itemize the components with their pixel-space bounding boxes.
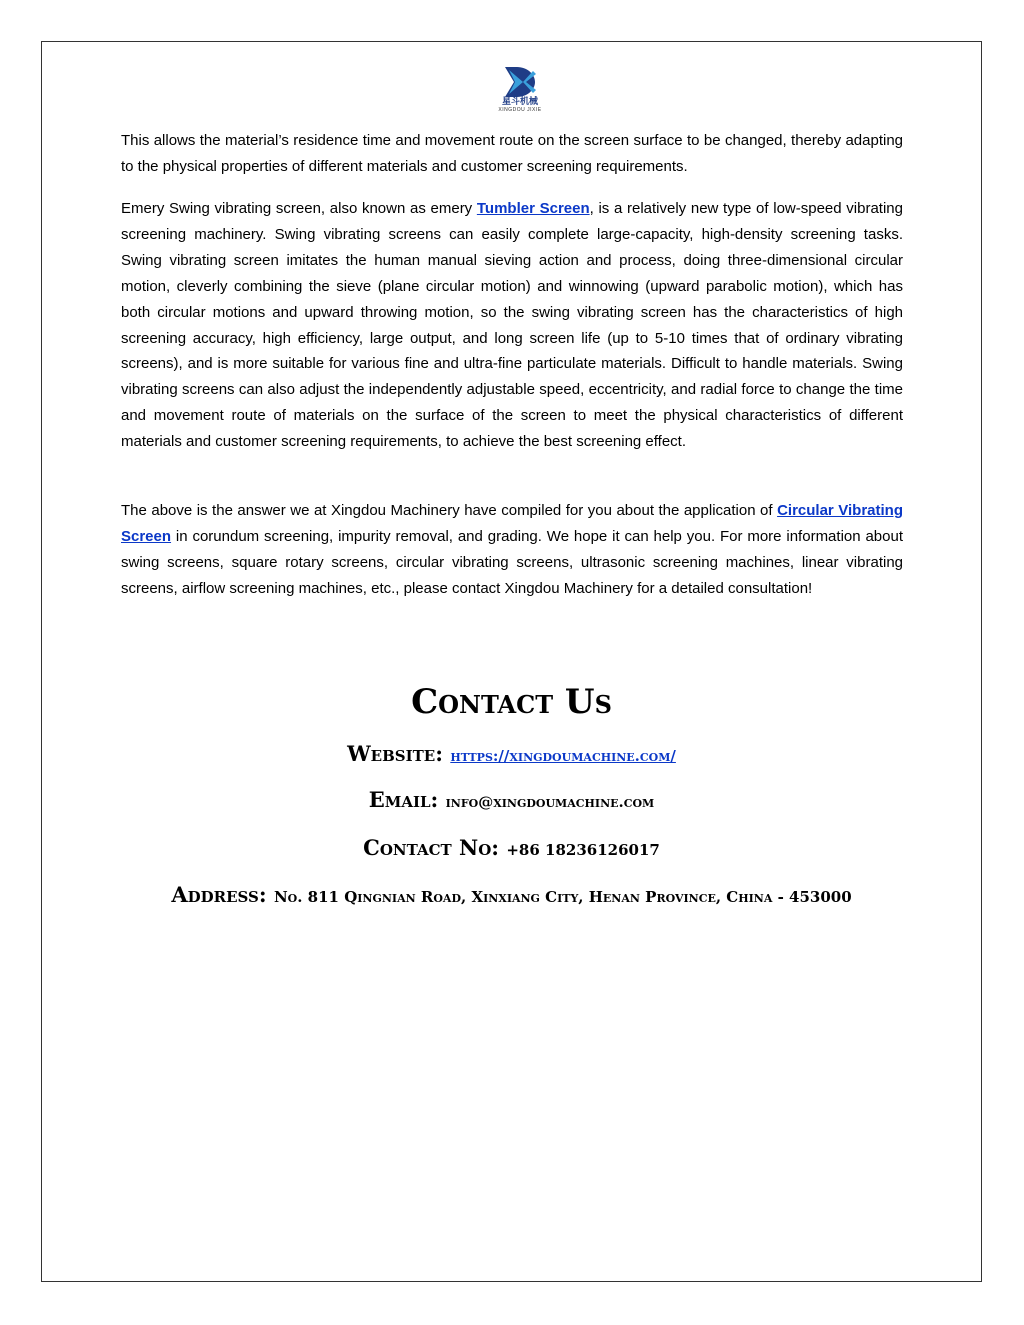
tumbler-screen-link[interactable]: Tumbler Screen: [476, 200, 590, 217]
email-label: Email:: [368, 787, 439, 812]
logo-chinese-text: 星斗机械: [501, 97, 538, 107]
address-label: Address:: [171, 882, 267, 907]
paragraph-3: [121, 498, 903, 602]
contact-address-row: [41, 882, 982, 907]
paragraph-3-intro: The above is the answer we at Xingdou Machinery have compiled for you about the application of: [121, 502, 778, 519]
address-value: No. 811 Qingnian Road, Xinxiang City, Henan Province, China - 453000: [273, 888, 852, 906]
paragraph-2-intro: Emery Swing vibrating screen, also known as emery: [121, 200, 477, 217]
circular-vibrating-screen-link[interactable]: Circular Vibrating Screen: [121, 502, 904, 545]
contact-heading: Contact Us: [411, 682, 612, 722]
xingdou-logo-icon: [503, 66, 537, 98]
logo-english-text: XINGDOU JIXIE: [498, 107, 542, 113]
contact-email-row: [41, 787, 982, 812]
website-link[interactable]: https://xingdoumachine.com/: [450, 747, 676, 765]
phone-value: +86 18236126017: [506, 841, 660, 859]
contact-phone-row: [41, 835, 982, 860]
paragraph-2-body: , is a relatively new type of low-speed vibrating screening machinery. Swing vibrating screens can easily complete large-capacity, high-density screening tasks. Swing vibrating screen imitates the human manual sieving action and process, doing three-dimensional circular motion, cleverly combining the sieve (plane circular motion) and winnowing (upward parabolic motion), which has both circular motions and upward throwing motion, so the swing vibrating screen has the characteristics of high screening accuracy, high efficiency, large output, and long screen life (up to 5-10 times that of ordinary vibrating screens), and is more suitable for various fine and ultra-fine particulate materials. Difficult to handle materials. Swing vibrating screens can also adjust the independently adjustable speed, eccentricity, and radial force to change the time and movement route of materials on the surface of the screen to meet the physical characteristics of different materials and customer screening requirements, to achieve the best screening effect.: [121, 200, 903, 451]
company-logo: [492, 66, 548, 120]
email-value: info@xingdoumachine.com: [445, 793, 655, 811]
website-label: Website:: [347, 741, 443, 766]
phone-label: Contact No:: [363, 835, 500, 860]
paragraph-3-body: in corundum screening, impurity removal, and grading. We hope it can help you. For more information about swing screens, square rotary screens, circular vibrating screens, ultrasonic screening machines, linear vibrating screens, airflow screening machines, etc., please contact Xingdou Machinery for a detailed consultation!: [121, 527, 903, 597]
paragraph-2: [121, 196, 903, 455]
paragraph-1: This allows the material’s residence time and movement route on the screen surface to be changed, thereby adapting to the physical properties of different materials and customer screening requirements.: [121, 132, 903, 175]
contact-website-row: [41, 741, 982, 766]
